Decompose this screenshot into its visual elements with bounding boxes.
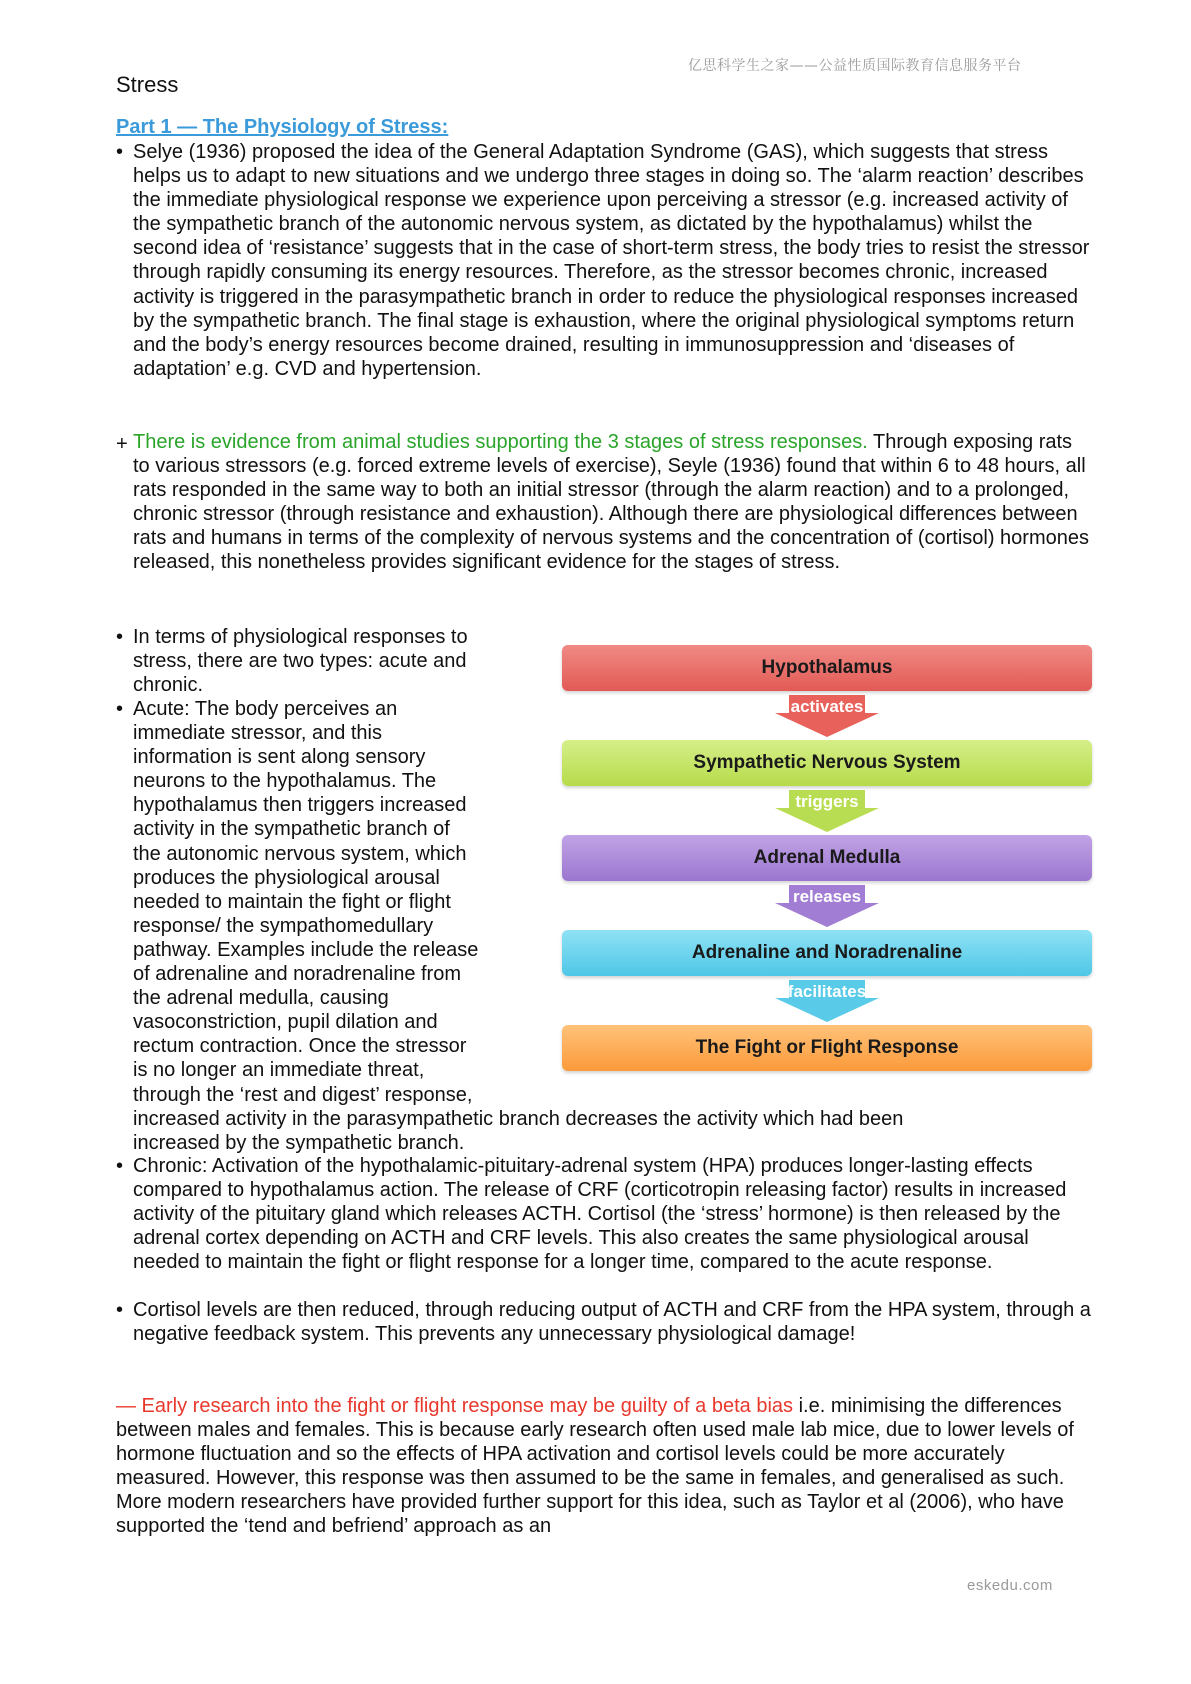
text-line: the autonomic nervous system, which xyxy=(133,842,467,865)
section-heading: Part 1 — The Physiology of Stress: xyxy=(116,116,449,138)
text-line: neurons to the hypothalamus. The xyxy=(133,770,437,793)
flow-box-sympathetic-nervous-system: Sympathetic Nervous System xyxy=(562,740,1092,786)
evidence-paragraph xyxy=(133,430,1093,575)
text-line: information is sent along sensory xyxy=(133,746,426,769)
text-line: pathway. Examples include the release xyxy=(133,938,479,961)
chronic-paragraph: Chronic: Activation of the hypothalamic-pituitary-adrenal system (HPA) produces longer-lasting effects compared to hypothalamus action. The release of CRF (corticotropin releasing factor) results in increased activity of the pituitary gland which releases ACTH. Cortisol (the ‘stress’ hormone) is then released by the adrenal cortex depending on ACTH and CRF levels. This also creates the same physiological arousal needed to maintain the fight or flight response for a longer time, compared to the acute response. xyxy=(133,1155,1067,1274)
text-line: the adrenal medulla, causing xyxy=(133,987,389,1010)
text-line: increased activity in the parasympathetic branch decreases the activity which had been xyxy=(133,1107,904,1130)
bullet-marker: • xyxy=(116,626,124,648)
text-line: of adrenaline and noradrenaline from xyxy=(133,963,461,986)
text-line: increased by the sympathetic branch. xyxy=(133,1131,465,1154)
document-title: Stress xyxy=(116,72,179,97)
evidence-highlight: There is evidence from animal studies supporting the 3 stages of stress responses. xyxy=(133,431,868,453)
text-line: chronic. xyxy=(133,674,204,697)
text-line: Acute: The body perceives an xyxy=(133,698,398,720)
stress-response-flow-diagram xyxy=(562,645,1092,1073)
bullet-marker: • xyxy=(116,1155,124,1177)
bullet-marker: • xyxy=(116,141,124,163)
text-line: vasoconstriction, pupil dilation and xyxy=(133,1011,438,1034)
footer-watermark: eskedu.com xyxy=(967,1577,1053,1594)
evaluation-plus-marker: + xyxy=(116,433,128,455)
text-line: needed to maintain the fight or flight xyxy=(133,890,451,913)
flow-box-fight-or-flight: The Fight or Flight Response xyxy=(562,1025,1092,1071)
flow-box-adrenaline-noradrenaline: Adrenaline and Noradrenaline xyxy=(562,930,1092,976)
text-line: hypothalamus then triggers increased xyxy=(133,794,467,817)
text-line: produces the physiological arousal xyxy=(133,866,440,889)
text-line: response/ the sympathomedullary xyxy=(133,914,434,937)
text-line: activity in the sympathetic branch of xyxy=(133,818,450,841)
flow-box-adrenal-medulla: Adrenal Medulla xyxy=(562,835,1092,881)
flow-box-hypothalamus: Hypothalamus xyxy=(562,645,1092,691)
beta-bias-text: i.e. minimising the differences between males and females. This is because early research often used male lab mice, due to lower levels of hormone fluctuation and so the effects of HPA activation and cortisol levels could be more accurately measured. However, this response was then assumed to be the same in females, and generalised as such. More modern researchers have provided further support for this idea, such as Taylor et al (2006), who have supported the ‘tend and befriend’ approach as an xyxy=(116,1395,1074,1538)
types-paragraph xyxy=(133,625,553,697)
text-line: In terms of physiological responses to xyxy=(133,626,468,648)
selye-paragraph: Selye (1936) proposed the idea of the General Adaptation Syndrome (GAS), which suggests that stress helps us to adapt to new situations and we undergo three stages in doing so. The ‘alarm reaction’ describes the immediate physiological response we experience upon perceiving a stressor (e.g. increased activity of the sympathetic branch of the autonomic nervous system, as dictated by the hypothalamus) whilst the second idea of ‘resistance’ suggests that in the case of short-term stress, the body tries to resist the stressor through rapidly consuming its energy resources. Therefore, as the stressor becomes chronic, increased activity is triggered in the parasympathetic branch in order to reduce the physiological responses increased by the sympathetic branch. The final stage is exhaustion, where the original physiological symptoms return and the body’s energy resources become drained, resulting in immunosuppression and ‘diseases of adaptation’ e.g. CVD and hypertension. xyxy=(133,141,1090,380)
text-line: stress, there are two types: acute and xyxy=(133,650,467,673)
text-line: is no longer an immediate threat, xyxy=(133,1059,425,1082)
flow-arrow-releases xyxy=(775,885,879,927)
flow-arrow-triggers xyxy=(775,790,879,832)
bullet-marker: • xyxy=(116,698,124,720)
evidence-text: Through exposing rats to various stressors (e.g. forced extreme levels of exercise), Seyle (1936) found that within 6 to 48 hours, all rats responded in the same way to both an initial stressor (through the alarm reaction) and to a prolonged, chronic stressor (through resistance and exhaustion). Although there are physiological differences between rats and humans in terms of the complexity of nervous systems and the concentration of (cortisol) hormones released, this nonetheless provides significant evidence for the stages of stress. xyxy=(133,431,1089,574)
text-line: immediate stressor, and this xyxy=(133,722,382,745)
header-watermark: 亿思科学生之家——公益性质国际教育信息服务平台 xyxy=(688,58,1022,74)
flow-arrow-activates xyxy=(775,695,879,737)
arrow-label: releases xyxy=(792,887,862,906)
beta-bias-paragraph xyxy=(116,1394,1093,1539)
flow-arrow-facilitates xyxy=(775,980,879,1022)
arrow-label: activates xyxy=(790,697,864,716)
beta-bias-highlight: — Early research into the fight or flight response may be guilty of a beta bias xyxy=(116,1395,794,1417)
bullet-marker: • xyxy=(116,1299,124,1321)
arrow-label: triggers xyxy=(795,792,859,811)
cortisol-paragraph: Cortisol levels are then reduced, through reducing output of ACTH and CRF from the HPA system, through a negative feedback system. This prevents any unnecessary physiological damage! xyxy=(133,1299,1091,1346)
arrow-label: facilitates xyxy=(787,982,867,1001)
text-line: rectum contraction. Once the stressor xyxy=(133,1035,467,1058)
text-line: through the ‘rest and digest’ response, xyxy=(133,1083,473,1106)
